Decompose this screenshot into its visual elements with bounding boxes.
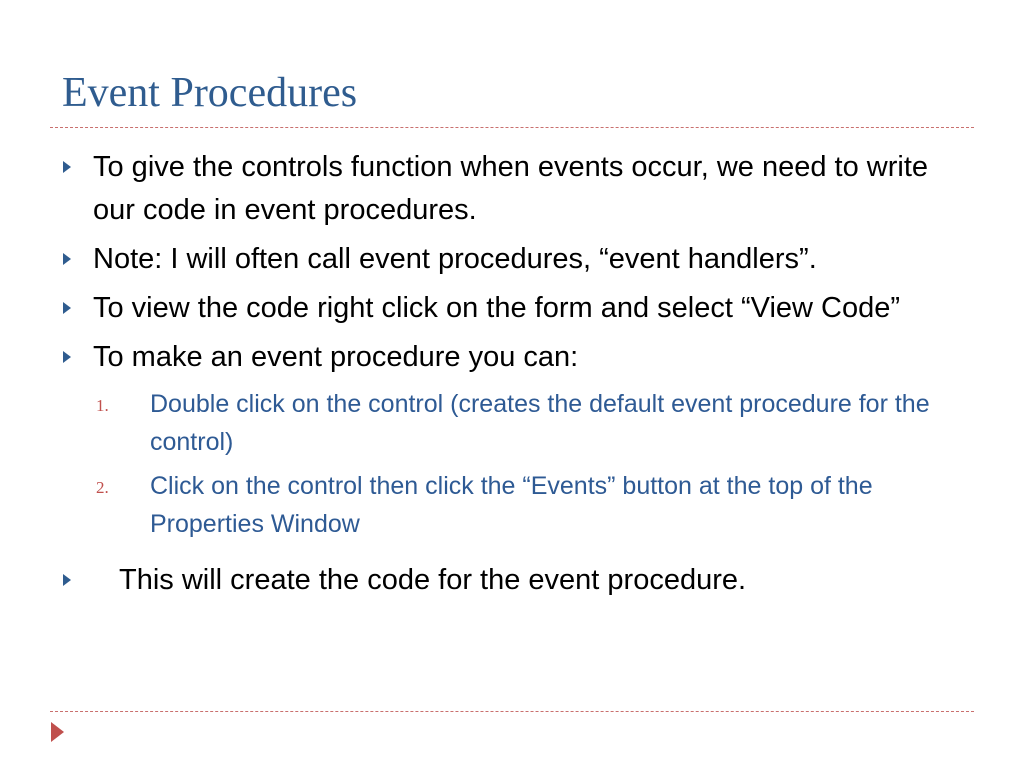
bullet-item <box>60 287 970 330</box>
numbered-step <box>60 467 970 543</box>
bullet-text: To view the code right click on the form and select “View Code” <box>93 292 901 324</box>
corner-triangle-icon <box>51 722 64 742</box>
bullet-item <box>60 559 970 602</box>
slide-content <box>60 146 970 608</box>
bullet-item <box>60 336 970 379</box>
bullet-item <box>60 238 970 281</box>
slide-title: Event Procedures <box>62 70 358 116</box>
bullet-triangle-icon <box>63 574 71 586</box>
bullet-triangle-icon <box>63 302 71 314</box>
footer-divider <box>50 711 974 712</box>
bullet-item <box>60 146 970 232</box>
bullet-text: To give the controls function when events occur, we need to write our code in event procedures. <box>93 151 929 226</box>
step-number: 1. <box>96 396 109 415</box>
numbered-step <box>60 385 970 461</box>
bullet-text: Note: I will often call event procedures, “event handlers”. <box>93 243 817 275</box>
step-text: Double click on the control (creates the default event procedure for the control) <box>150 390 930 456</box>
bullet-triangle-icon <box>63 253 71 265</box>
step-number: 2. <box>96 478 109 497</box>
bullet-text: To make an event procedure you can: <box>93 341 579 373</box>
bullet-triangle-icon <box>63 161 71 173</box>
step-text: Click on the control then click the “Events” button at the top of the Properties Window <box>150 472 873 538</box>
bullet-triangle-icon <box>63 351 71 363</box>
bullet-text: This will create the code for the event procedure. <box>119 564 747 596</box>
title-divider <box>50 127 974 128</box>
